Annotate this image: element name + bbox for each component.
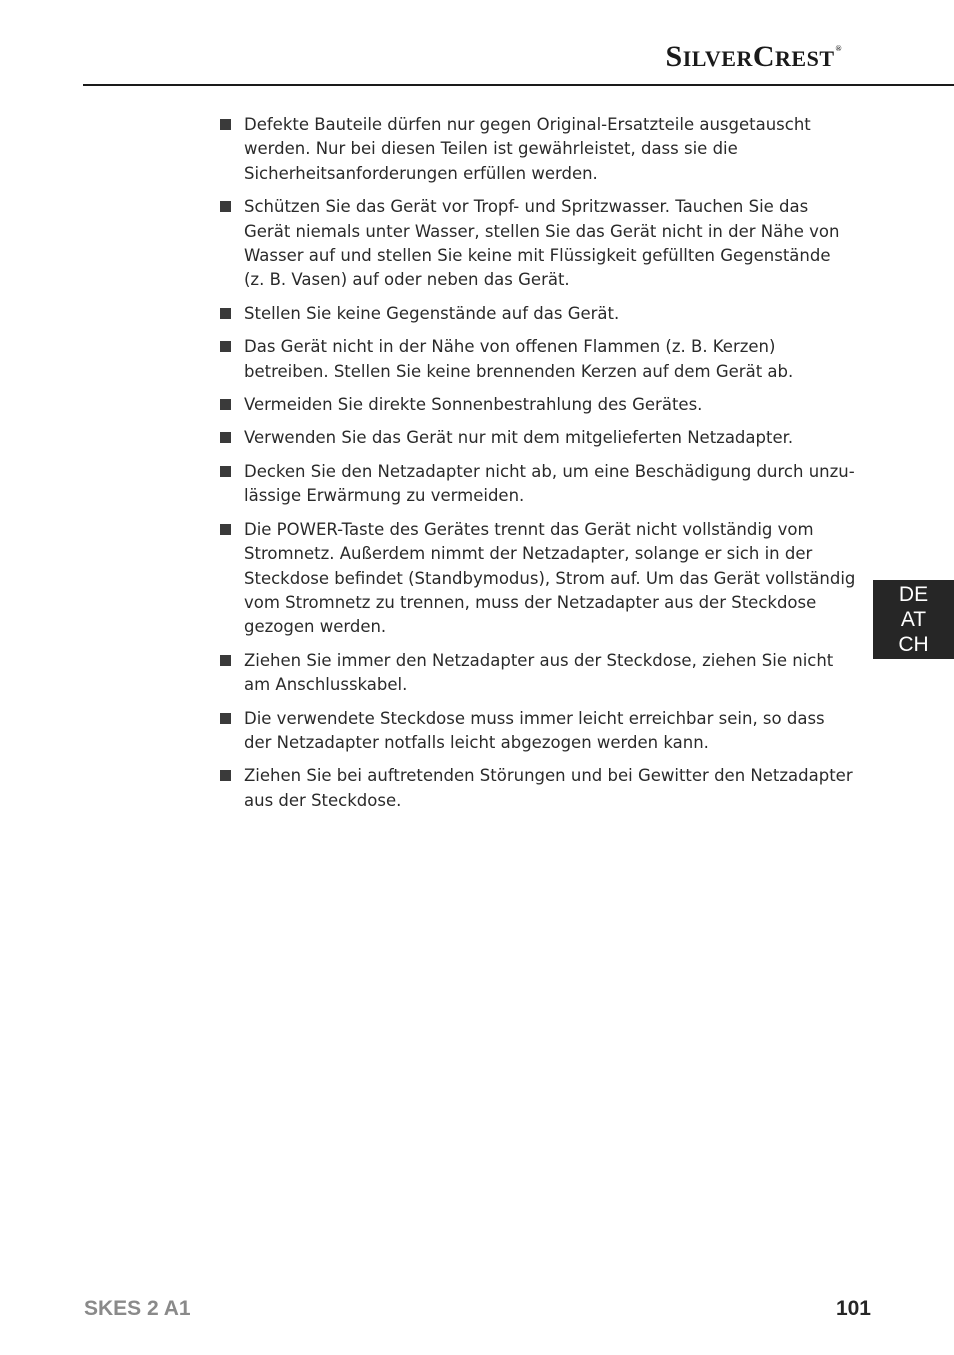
list-item-text: Das Gerät nicht in der Nähe von offenen Flammen (z. B. Kerzen) betreiben. Stellen Sie keine brennenden Kerzen auf dem Gerät ab.	[244, 337, 794, 381]
list-item-text: Die verwendete Steckdose muss immer leicht erreichbar sein, so dass der Netzadapter notfalls leicht abgezogen werden kann.	[244, 708, 825, 752]
square-bullet-icon	[220, 399, 231, 410]
registered-mark: ®	[835, 44, 842, 53]
list-item-text: Ziehen Sie immer den Netzadapter aus der Steckdose, ziehen Sie nicht am Anschlusskabel.	[244, 650, 834, 695]
list-item-text: Ziehen Sie bei auftretenden Störungen und bei Gewitter den Netzadapter aus der Steckdose.	[244, 766, 853, 810]
square-bullet-icon	[220, 341, 231, 352]
brand-logo	[666, 40, 843, 74]
list-item	[216, 649, 856, 698]
square-bullet-icon	[220, 201, 231, 212]
square-bullet-icon	[220, 466, 231, 477]
language-code-ch: CH	[898, 633, 929, 656]
list-item	[216, 764, 856, 813]
square-bullet-icon	[220, 432, 231, 443]
header-divider	[83, 84, 954, 86]
list-item-text: Vermeiden Sie direkte Sonnenbestrahlung des Gerätes.	[244, 395, 703, 415]
model-number: SKES 2 A1	[84, 1297, 191, 1320]
list-item	[216, 460, 856, 509]
list-item	[216, 393, 856, 417]
square-bullet-icon	[220, 119, 231, 130]
list-item	[216, 335, 856, 384]
list-item	[216, 707, 856, 756]
list-item	[216, 195, 856, 293]
brand-text: ILVER	[682, 46, 753, 71]
language-code-at: AT	[900, 608, 927, 631]
list-item-text: Die POWER-Taste des Gerätes trennt das Gerät nicht vollständig vom Stromnetz. Außerdem nimmt der Netzadapter, solange er sich in der Steckdose befindet (Standbymodus), Strom auf. Um das Gerät vollständig vom Stromnetz zu trennen, muss der Netzadapter aus der Steckdose gezogen werden.	[244, 519, 856, 637]
language-code-de: DE	[898, 583, 929, 606]
list-item	[216, 518, 856, 640]
square-bullet-icon	[220, 713, 231, 724]
list-item-text: Schützen Sie das Gerät vor Tropf- und Spritzwasser. Tauchen Sie das Gerät niemals unter Wasser, stellen Sie das Gerät nicht in der Nähe von Wasser auf und stellen Sie keine mit Flüssigkeit gefüllten Gegenstände (z. B. Vasen) auf oder neben das Gerät.	[244, 197, 840, 290]
safety-list	[216, 113, 856, 822]
square-bullet-icon	[220, 524, 231, 535]
square-bullet-icon	[220, 770, 231, 781]
list-item	[216, 113, 856, 186]
brand-text: REST	[775, 46, 835, 71]
language-tab	[873, 580, 954, 659]
list-item-text: Decken Sie den Netzadapter nicht ab, um eine Beschädigung durch unzulässige Erwärmung zu vermeiden.	[244, 461, 855, 506]
list-item-text: Verwenden Sie das Gerät nur mit dem mitgelieferten Netzadapter.	[244, 428, 794, 448]
square-bullet-icon	[220, 655, 231, 666]
list-item-text: Defekte Bauteile dürfen nur gegen Original-Ersatzteile ausgetauscht werden. Nur bei diesen Teilen ist gewährleistet, dass sie die Sicherheitsanforderungen erfüllen werden.	[244, 115, 811, 183]
page-number: 101	[835, 1297, 871, 1320]
brand-letter: C	[752, 40, 776, 73]
list-item-text: Stellen Sie keine Gegenstände auf das Gerät.	[244, 303, 620, 323]
list-item	[216, 426, 856, 450]
list-item	[216, 302, 856, 326]
brand-letter: S	[665, 40, 683, 73]
square-bullet-icon	[220, 308, 231, 319]
